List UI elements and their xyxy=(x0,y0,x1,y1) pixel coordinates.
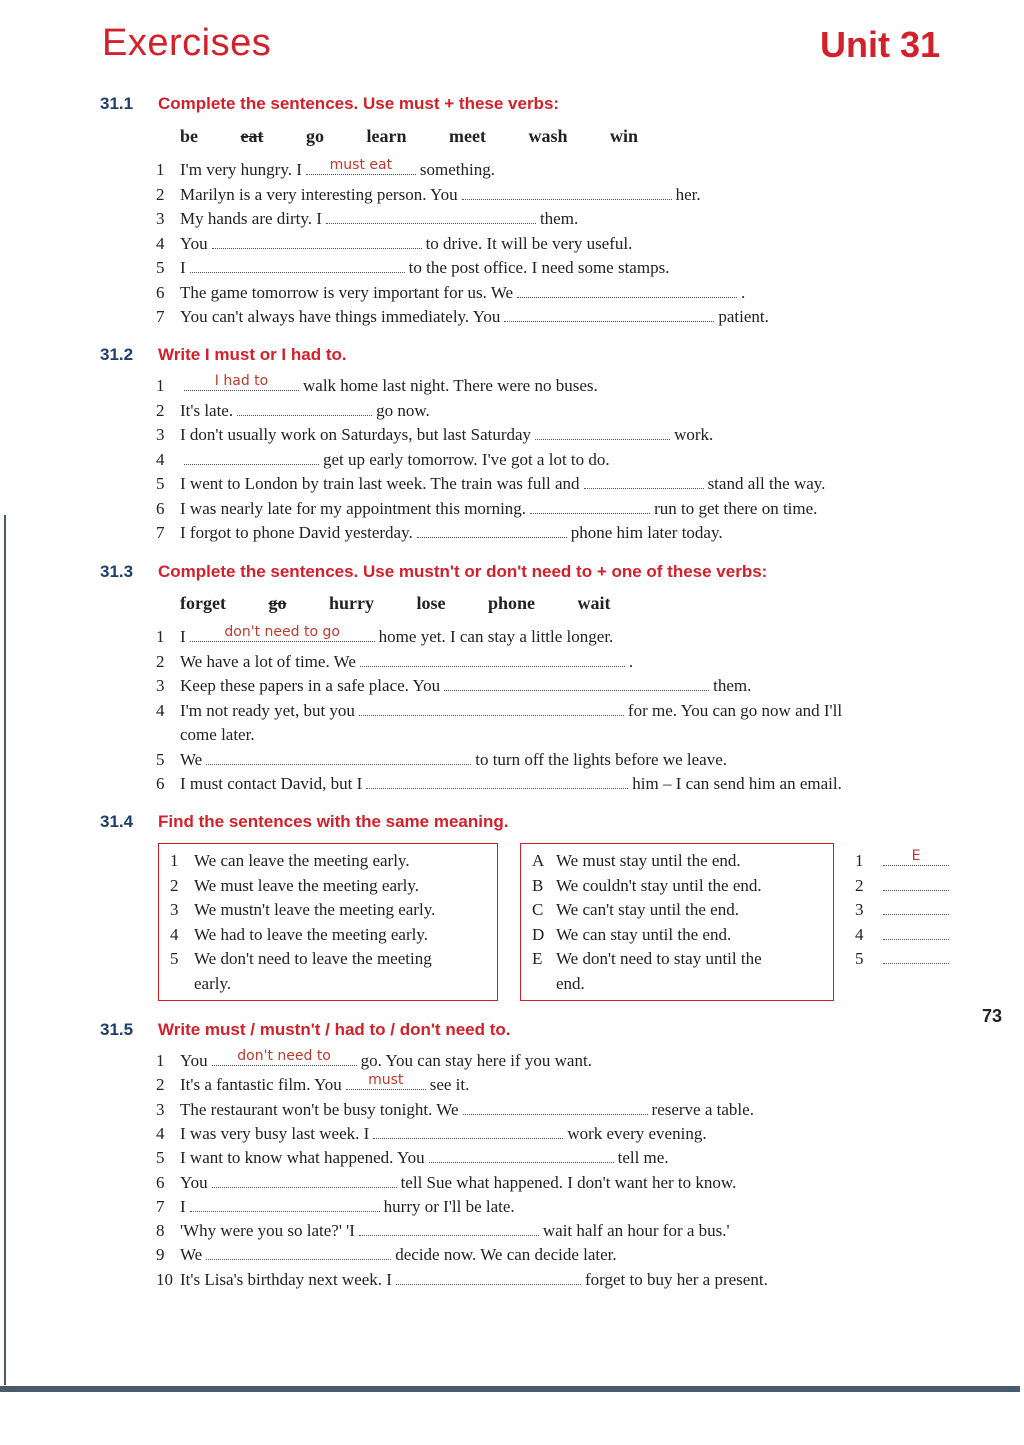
sentence-number: 5 xyxy=(170,949,179,968)
line-number: 2 xyxy=(156,400,165,420)
line-text-before: I forgot to phone David yesterday. xyxy=(180,523,413,542)
answer-blank[interactable] xyxy=(212,1048,357,1066)
word: forget xyxy=(180,593,226,613)
exercise-line xyxy=(156,1148,669,1168)
line-text-after: forget to buy her a present. xyxy=(584,1269,768,1289)
word: wait xyxy=(577,593,611,613)
line-number: 2 xyxy=(156,651,165,671)
line-number: 10 xyxy=(156,1269,173,1289)
filled-answer: I had to xyxy=(214,373,269,389)
exercise-line xyxy=(156,774,842,794)
word: meet xyxy=(448,126,486,146)
answer-blank[interactable] xyxy=(206,750,471,765)
answer-blank[interactable] xyxy=(584,474,704,489)
line-number: 6 xyxy=(156,282,165,302)
word: go xyxy=(305,126,324,146)
line-text-after: her. xyxy=(675,184,701,204)
right-sentence xyxy=(532,949,762,969)
exercise-line xyxy=(156,1048,592,1071)
answer-number: 2 xyxy=(855,875,864,895)
margin-rule xyxy=(4,515,6,1385)
sentence-text: We mustn't leave the meeting early. xyxy=(194,900,436,919)
exercise-line xyxy=(156,185,701,205)
line-text-before: I'm very hungry. I xyxy=(180,160,302,179)
line-text-before: The game tomorrow is very important for us. We xyxy=(180,282,514,302)
word: phone xyxy=(487,593,535,613)
sentence-text: We can stay until the end. xyxy=(556,924,732,944)
line-text-after: . xyxy=(741,282,746,302)
section-number: 31.5 xyxy=(100,1020,134,1039)
word-crossed: eat xyxy=(240,126,264,146)
line-text-after: them. xyxy=(539,209,579,228)
filled-answer: must eat xyxy=(329,157,393,173)
line-text-after: decide now. We can decide later. xyxy=(395,1245,617,1265)
line-text-before: We have a lot of time. We xyxy=(180,651,356,671)
line-text-before: 'Why were you so late?' 'I xyxy=(180,1221,355,1241)
exercise-line xyxy=(156,450,610,470)
answer-blank[interactable] xyxy=(306,157,416,175)
exercise-line xyxy=(156,499,817,519)
match-answer xyxy=(855,925,953,945)
line-text-after: wait half an hour for a bus.' xyxy=(542,1221,730,1241)
exercise-line xyxy=(156,401,430,421)
instruction: Find the sentences with the same meaning. xyxy=(158,812,509,831)
line-text-before: I was very busy last week. I xyxy=(180,1123,370,1143)
line-text-before: We xyxy=(180,1245,203,1265)
line-text-before: I xyxy=(180,627,186,646)
exercise-line xyxy=(156,283,745,303)
exercise-line xyxy=(156,1173,736,1193)
answer-blank[interactable] xyxy=(326,209,536,224)
answer-blank[interactable] xyxy=(373,1124,563,1139)
sentence-letter: C xyxy=(532,900,544,919)
answer-blank[interactable] xyxy=(212,234,422,249)
line-number: 3 xyxy=(156,425,165,444)
line-number: 4 xyxy=(156,449,165,469)
exercise-line xyxy=(156,624,614,647)
instruction: Complete the sentences. Use must + these verbs: xyxy=(158,94,560,113)
answer-blank[interactable] xyxy=(417,523,567,538)
exercise-line xyxy=(156,676,751,696)
exercise-line xyxy=(156,1197,515,1217)
answer-blank[interactable] xyxy=(463,1100,648,1115)
exercise-line xyxy=(156,425,713,445)
left-sentence xyxy=(170,949,432,969)
line-text-after: . xyxy=(628,651,634,671)
exercise-line xyxy=(156,750,727,770)
line-text-after: for me. You can go now and I'll xyxy=(627,700,843,720)
line-number: 5 xyxy=(156,258,165,277)
answer-number: 3 xyxy=(855,900,864,919)
page-number: 73 xyxy=(981,1006,1002,1026)
line-number: 3 xyxy=(156,676,165,695)
line-number: 2 xyxy=(156,1075,165,1095)
exercise-line xyxy=(156,652,633,672)
line-text-before: It's late. xyxy=(180,400,234,420)
line-text-before: I don't usually work on Saturdays, but last Saturday xyxy=(180,425,532,444)
answer-blank[interactable] xyxy=(184,373,299,391)
answer-blank[interactable] xyxy=(883,900,949,915)
line-text-after: patient. xyxy=(718,307,769,326)
line-text-before: You can't always have things immediately. You xyxy=(180,307,501,326)
answer-blank[interactable] xyxy=(346,1072,426,1090)
line-number: 1 xyxy=(156,1051,165,1070)
section-31-2-heading xyxy=(100,345,347,365)
line-number: 1 xyxy=(156,160,165,179)
line-number: 2 xyxy=(156,184,165,204)
section-number: 31.3 xyxy=(100,562,134,581)
filled-answer: don't need to xyxy=(237,1048,331,1064)
word: win xyxy=(609,126,638,146)
sentence-text: We don't need to leave the meeting xyxy=(194,949,432,968)
answer-number: 4 xyxy=(855,924,864,944)
line-text-after: go. You can stay here if you want. xyxy=(360,1051,592,1070)
answer-blank[interactable] xyxy=(535,425,670,440)
footer-bar xyxy=(0,1386,1020,1392)
left-sentence xyxy=(170,925,428,945)
answer-blank[interactable] xyxy=(504,307,714,322)
line-number: 6 xyxy=(156,774,165,793)
right-sentence xyxy=(532,925,731,945)
line-text-before: I'm not ready yet, but you xyxy=(180,700,355,720)
word-bank-31-3 xyxy=(180,593,649,614)
line-text-before: You xyxy=(180,1172,208,1192)
line-text-before: You xyxy=(180,1051,208,1070)
answer-blank[interactable] xyxy=(883,949,949,964)
answer-blank[interactable] xyxy=(883,848,949,866)
answer-blank[interactable] xyxy=(883,925,949,940)
left-sentence xyxy=(170,974,231,994)
line-text-after: something. xyxy=(419,160,495,179)
sentence-text: We couldn't stay until the end. xyxy=(556,875,762,895)
line-text-before: It's Lisa's birthday next week. I xyxy=(180,1269,392,1289)
section-31-4-heading xyxy=(100,812,508,832)
line-text-after: walk home last night. There were no buses. xyxy=(303,376,598,395)
unit-title: Unit 31 xyxy=(819,24,940,65)
line-number: 5 xyxy=(156,1148,165,1168)
exercise-line xyxy=(156,258,669,278)
line-text-after: reserve a table. xyxy=(651,1099,754,1119)
left-sentence xyxy=(170,851,410,871)
right-sentence xyxy=(532,851,741,871)
line-text-before: The restaurant won't be busy tonight. We xyxy=(180,1099,459,1119)
section-number: 31.2 xyxy=(100,345,134,364)
line-text-after: run to get there on time. xyxy=(654,498,818,518)
exercise-line xyxy=(156,1124,707,1144)
answer-blank[interactable] xyxy=(190,1197,380,1212)
line-text-before: Marilyn is a very interesting person. You xyxy=(180,184,458,204)
exercise-line xyxy=(156,373,598,396)
page-title: Exercises xyxy=(102,22,272,64)
exercise-line xyxy=(156,234,632,254)
left-sentence xyxy=(170,900,435,920)
filled-answer: E xyxy=(911,848,921,864)
sentence-text: We had to leave the meeting early. xyxy=(194,924,429,944)
sentence-letter: A xyxy=(532,851,545,870)
line-text-before: I went to London by train last week. The train was full and xyxy=(180,474,580,493)
exercise-line xyxy=(156,209,578,229)
section-number: 31.4 xyxy=(100,812,134,831)
word: lose xyxy=(416,593,446,613)
line-number: 6 xyxy=(156,498,165,518)
answer-blank[interactable] xyxy=(359,1221,539,1236)
instruction: Write I must or I had to. xyxy=(158,345,347,364)
answer-blank[interactable] xyxy=(396,1270,581,1285)
exercise-line xyxy=(156,474,825,494)
answer-blank[interactable] xyxy=(530,499,650,514)
sentence-text: early. xyxy=(194,973,232,993)
line-number: 9 xyxy=(156,1245,165,1265)
answer-blank[interactable] xyxy=(190,624,375,642)
sentence-text: We must leave the meeting early. xyxy=(194,875,420,895)
instruction: Write must / mustn't / had to / don't need to. xyxy=(158,1020,511,1039)
line-number: 8 xyxy=(156,1221,165,1241)
answer-blank[interactable] xyxy=(190,258,405,273)
line-text-after: tell me. xyxy=(617,1148,669,1168)
sentence-letter: E xyxy=(532,949,543,968)
answer-blank[interactable] xyxy=(517,283,737,298)
match-answer xyxy=(855,876,953,896)
exercise-line xyxy=(156,157,495,180)
line-text-after: to the post office. I need some stamps. xyxy=(408,258,670,277)
sentence-text: We can leave the meeting early. xyxy=(194,851,410,870)
exercise-line xyxy=(156,1072,470,1095)
match-answer xyxy=(855,848,953,871)
answer-blank[interactable] xyxy=(206,1245,391,1260)
line-number: 4 xyxy=(156,233,165,253)
answer-blank[interactable] xyxy=(462,185,672,200)
line-number: 7 xyxy=(156,1196,165,1216)
line-text-before: I xyxy=(180,258,186,277)
right-sentence xyxy=(532,900,739,920)
answer-blank[interactable] xyxy=(444,676,709,691)
answer-blank[interactable] xyxy=(359,701,624,716)
line-text-after: see it. xyxy=(429,1075,470,1095)
line-text-after: go now. xyxy=(376,400,430,420)
filled-answer: don't need to go xyxy=(224,624,340,640)
line-text-before: I want to know what happened. You xyxy=(180,1148,425,1168)
line-text-before: Keep these papers in a safe place. You xyxy=(180,676,441,695)
line-number: 7 xyxy=(156,523,165,542)
answer-number: 1 xyxy=(855,851,864,870)
line-text-before: It's a fantastic film. You xyxy=(180,1075,342,1095)
line-number: 5 xyxy=(156,749,165,769)
exercise-line xyxy=(156,1245,617,1265)
sentence-text: We can't stay until the end. xyxy=(556,900,739,919)
line-text-before: I must contact David, but I xyxy=(180,774,363,793)
line-text-after: stand all the way. xyxy=(707,474,826,493)
exercise-line xyxy=(156,307,769,327)
exercise-line xyxy=(156,1221,730,1241)
section-31-1-heading xyxy=(100,94,559,114)
line-text-after: to drive. It will be very useful. xyxy=(425,233,633,253)
answer-blank[interactable] xyxy=(184,450,319,465)
right-sentence xyxy=(532,974,585,994)
line-text-after: phone him later today. xyxy=(570,523,723,542)
answer-blank[interactable] xyxy=(883,876,949,891)
line-text-after: home yet. I can stay a little longer. xyxy=(378,627,614,646)
line-text-after: work. xyxy=(674,425,714,444)
sentence-text: We must stay until the end. xyxy=(556,851,741,870)
filled-answer: must xyxy=(368,1072,404,1089)
word: wash xyxy=(528,126,568,146)
line-number: 3 xyxy=(156,209,165,228)
exercise-line xyxy=(156,1270,768,1290)
line-text-before: I xyxy=(180,1196,186,1216)
line-number: 3 xyxy=(156,1099,165,1119)
sentence-letter: D xyxy=(532,924,545,944)
sentence-number: 3 xyxy=(170,900,179,919)
right-sentence xyxy=(532,876,762,896)
line-number: 7 xyxy=(156,307,165,326)
instruction: Complete the sentences. Use mustn't or don't need to + one of these verbs: xyxy=(158,562,768,581)
line-text-after: tell Sue what happened. I don't want her to know. xyxy=(400,1172,737,1192)
exercise-line xyxy=(156,1100,754,1120)
left-sentence xyxy=(170,876,419,896)
line-number: 4 xyxy=(156,700,165,720)
section-31-5-heading xyxy=(100,1020,510,1040)
line-number: 4 xyxy=(156,1123,165,1143)
line-text-after: them. xyxy=(713,676,752,695)
sentence-text: We don't need to stay until the xyxy=(556,949,762,968)
answer-blank[interactable] xyxy=(366,774,628,789)
line-number: 1 xyxy=(156,627,165,646)
word-crossed: go xyxy=(268,593,287,613)
line-text-before: come later. xyxy=(180,725,255,744)
line-text-after: to turn off the lights before we leave. xyxy=(475,749,728,769)
word: be xyxy=(180,126,198,146)
word: hurry xyxy=(328,593,374,613)
line-text-before: You xyxy=(180,233,208,253)
answer-number: 5 xyxy=(855,949,864,968)
line-text-after: work every evening. xyxy=(567,1123,707,1143)
word: learn xyxy=(366,126,407,146)
match-answer xyxy=(855,949,953,969)
line-text-after: hurry or I'll be late. xyxy=(383,1196,515,1216)
line-text-after: him – I can send him an email. xyxy=(632,774,842,793)
line-text-after: get up early tomorrow. I've got a lot to do. xyxy=(323,449,610,469)
sentence-number: 4 xyxy=(170,924,179,944)
line-text-before: My hands are dirty. I xyxy=(180,209,322,228)
answer-blank[interactable] xyxy=(360,652,625,667)
section-31-3-heading xyxy=(100,562,767,582)
exercise-line xyxy=(156,701,842,721)
exercise-line xyxy=(156,523,723,543)
sentence-letter: B xyxy=(532,875,544,895)
line-number: 5 xyxy=(156,474,165,493)
sentence-number: 2 xyxy=(170,875,179,895)
sentence-number: 1 xyxy=(170,851,179,870)
section-number: 31.1 xyxy=(100,94,134,113)
line-number: 1 xyxy=(156,376,165,395)
word-bank-31-1 xyxy=(180,126,676,147)
line-text-before: We xyxy=(180,749,203,769)
answer-blank[interactable] xyxy=(237,401,372,416)
answer-blank[interactable] xyxy=(429,1148,614,1163)
line-number: 6 xyxy=(156,1172,165,1192)
line-text-before: I was nearly late for my appointment this morning. xyxy=(180,498,527,518)
exercise-line xyxy=(156,725,255,745)
match-answer xyxy=(855,900,953,920)
answer-blank[interactable] xyxy=(212,1173,397,1188)
sentence-text: end. xyxy=(556,973,585,993)
